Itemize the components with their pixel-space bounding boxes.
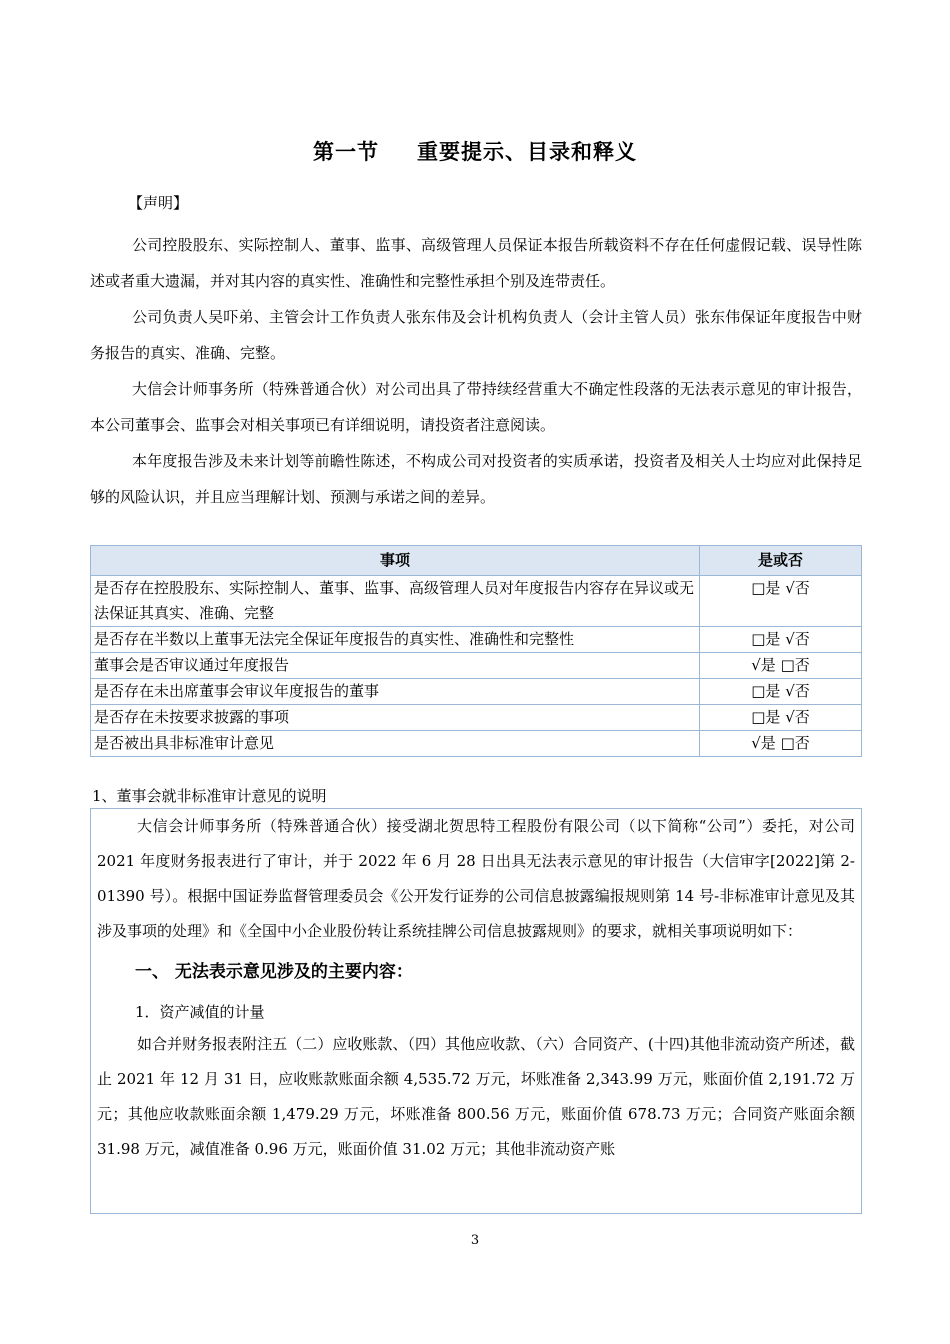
row-answer: √是 □否 <box>700 731 862 757</box>
row-item: 是否存在控股股东、实际控制人、董事、监事、高级管理人员对年度报告内容存在异议或无法保证其真实、准确、完整 <box>91 576 700 627</box>
section-title-text: 重要提示、目录和释义 <box>417 140 637 164</box>
row-answer: □是 √否 <box>700 705 862 731</box>
table-row <box>91 705 862 731</box>
section-title-number: 第一节 <box>313 140 379 164</box>
section-title <box>0 136 950 166</box>
confirmation-table <box>90 545 862 757</box>
table-header-row <box>91 546 862 576</box>
header-answer: 是或否 <box>700 546 862 576</box>
non-standard-opinion-label: 1、董事会就非标准审计意见的说明 <box>92 787 327 805</box>
explanation-intro: 大信会计师事务所（特殊普通合伙）接受湖北贺思特工程股份有限公司（以下简称“公司”）委托，对公司 2021 年度财务报表进行了审计，并于 2022 年 6 月 28 日出具无法表示意见的审计报告（大信审字[2022]第 2-01390 号）。根据中国证券监督管理委员会《公开发行证券的公司信息披露编报规则第 14 号-非标准审计意见及其涉及事项的处理》和《全国中小企业股份转让系统挂牌公司信息披露规则》的要求，就相关事项说明如下： <box>97 817 855 940</box>
row-answer: √是 □否 <box>700 653 862 679</box>
table-row <box>91 653 862 679</box>
table-row <box>91 627 862 653</box>
row-answer: □是 √否 <box>700 576 862 627</box>
table-row <box>91 731 862 757</box>
row-item: 是否存在未出席董事会审议年度报告的董事 <box>91 679 700 705</box>
row-item: 是否被出具非标准审计意见 <box>91 731 700 757</box>
explanation-detail: 如合并财务报表附注五（二）应收账款、（四）其他应收款、（六）合同资产、(十四)其他非流动资产所述，截止 2021 年 12 月 31 日，应收账款账面余额 4,535.72 万元，坏账准备 2,343.99 万元，账面价值 2,191.72 万元；其他应收款账面余额 1,479.29 万元，坏账准备 800.56 万元，账面价值 678.73 万元；合同资产账面余额 31.98 万元，减值准备 0.96 万元，账面价值 31.02 万元；其他非流动资产账 <box>97 1035 855 1158</box>
page-number: 3 <box>470 1233 480 1248</box>
paragraph-auditor-opinion: 大信会计师事务所（特殊普通合伙）对公司出具了带持续经营重大不确定性段落的无法表示意见的审计报告，本公司董事会、监事会对相关事项已有详细说明，请投资者注意阅读。 <box>90 380 862 434</box>
row-item: 董事会是否审议通过年度报告 <box>91 653 700 679</box>
explanation-heading: 一、 无法表示意见涉及的主要内容： <box>135 962 413 982</box>
paragraph-forward-looking: 本年度报告涉及未来计划等前瞻性陈述，不构成公司对投资者的实质承诺，投资者及相关人士均应对此保持足够的风险认识，并且应当理解计划、预测与承诺之间的差异。 <box>90 452 862 506</box>
row-item: 是否存在未按要求披露的事项 <box>91 705 700 731</box>
explanation-subheading: 1．资产减值的计量 <box>135 1003 265 1021</box>
paragraph-guarantee: 公司控股股东、实际控制人、董事、监事、高级管理人员保证本报告所载资料不存在任何虚假记载、误导性陈述或者重大遗漏，并对其内容的真实性、准确性和完整性承担个别及连带责任。 <box>90 236 862 290</box>
table-row <box>91 576 862 627</box>
header-item: 事项 <box>91 546 700 576</box>
table-row <box>91 679 862 705</box>
row-item: 是否存在半数以上董事无法完全保证年度报告的真实性、准确性和完整性 <box>91 627 700 653</box>
row-answer: □是 √否 <box>700 679 862 705</box>
row-answer: □是 √否 <box>700 627 862 653</box>
paragraph-responsible-persons: 公司负责人吴吓弟、主管会计工作负责人张东伟及会计机构负责人（会计主管人员）张东伟保证年度报告中财务报告的真实、准确、完整。 <box>90 308 862 362</box>
declaration-label: 【声明】 <box>128 194 189 212</box>
explanation-box <box>90 808 862 1214</box>
